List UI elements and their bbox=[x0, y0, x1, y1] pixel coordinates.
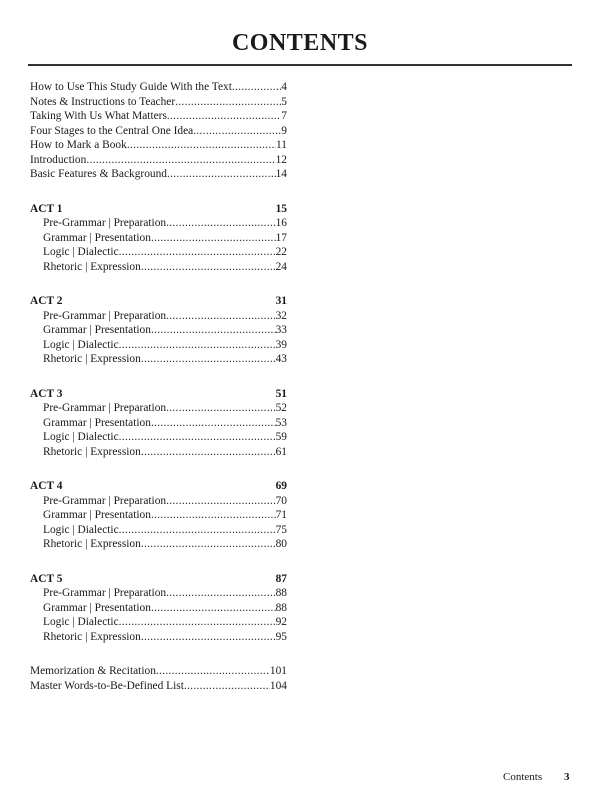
toc-subentry-page: 32 bbox=[275, 309, 287, 322]
footer-page-number: 3 bbox=[564, 771, 570, 783]
toc-entry-label: Four Stages to the Central One Idea bbox=[30, 124, 194, 137]
page-title: CONTENTS bbox=[231, 30, 369, 56]
act-title: ACT 4 bbox=[30, 480, 63, 492]
dot-leader bbox=[167, 109, 281, 124]
toc-entry[interactable] bbox=[30, 679, 287, 694]
toc-subentry-page: 92 bbox=[275, 616, 287, 628]
toc-entry-label: Master Words-to-Be-Defined List bbox=[30, 679, 184, 692]
toc-entry-label: How to Use This Study Guide With the Text bbox=[30, 81, 232, 93]
dot-leader bbox=[175, 95, 281, 110]
dot-leader bbox=[141, 260, 276, 275]
toc-subentry[interactable] bbox=[30, 615, 287, 630]
act-title: ACT 1 bbox=[30, 202, 63, 215]
spacer bbox=[30, 367, 287, 387]
toc-entry[interactable] bbox=[30, 153, 287, 168]
spacer bbox=[30, 459, 287, 479]
dot-leader bbox=[193, 124, 281, 139]
dot-leader bbox=[151, 231, 276, 246]
act-title: ACT 2 bbox=[30, 295, 63, 307]
dot-leader bbox=[167, 167, 276, 182]
toc-entry-label: How to Mark a Book bbox=[30, 139, 127, 151]
toc-entry[interactable] bbox=[30, 124, 287, 139]
toc-subentry[interactable] bbox=[30, 216, 287, 231]
toc-subentry[interactable] bbox=[30, 352, 287, 367]
toc-subentry-label: Pre-Grammar | Preparation bbox=[43, 587, 167, 599]
toc-subentry-label: Pre-Grammar | Preparation bbox=[43, 494, 167, 507]
toc-subentry-page: 33 bbox=[275, 324, 287, 336]
toc-subentry-label: Pre-Grammar | Preparation bbox=[43, 402, 167, 414]
toc-subentry-label: Rhetoric | Expression bbox=[43, 538, 141, 550]
toc-subentry-label: Grammar | Presentation bbox=[43, 231, 151, 244]
table-of-contents bbox=[30, 80, 287, 693]
toc-subentry[interactable] bbox=[30, 338, 287, 353]
toc-subentry-label: Grammar | Presentation bbox=[43, 324, 151, 336]
footer-section-name: Contents bbox=[503, 771, 543, 783]
toc-subentry-page: 88 bbox=[275, 601, 287, 614]
act-heading[interactable] bbox=[30, 479, 287, 494]
toc-entry-label: Memorization & Recitation bbox=[30, 665, 156, 677]
toc-subentry[interactable] bbox=[30, 586, 287, 601]
toc-entry-page: 4 bbox=[281, 81, 287, 93]
spacer bbox=[30, 274, 287, 294]
toc-subentry-label: Pre-Grammar | Preparation bbox=[43, 217, 167, 229]
dot-leader bbox=[184, 679, 270, 694]
toc-entry[interactable] bbox=[30, 138, 287, 153]
act-page: 31 bbox=[275, 295, 287, 307]
toc-subentry[interactable] bbox=[30, 523, 287, 538]
toc-subentry[interactable] bbox=[30, 601, 287, 616]
toc-subentry[interactable] bbox=[30, 401, 287, 416]
toc-entry-page: 104 bbox=[269, 679, 287, 692]
act-heading[interactable] bbox=[30, 387, 287, 402]
toc-subentry-label: Logic | Dialectic bbox=[43, 616, 119, 628]
dot-leader bbox=[151, 416, 276, 431]
toc-subentry-page: 43 bbox=[275, 353, 287, 365]
dot-leader bbox=[86, 153, 275, 168]
toc-entry-label: Taking With Us What Matters bbox=[30, 110, 167, 122]
toc-entry-label: Basic Features & Background bbox=[30, 168, 167, 180]
dot-leader bbox=[151, 508, 276, 523]
toc-subentry-page: 53 bbox=[275, 416, 287, 429]
dot-leader bbox=[119, 245, 276, 260]
dot-leader bbox=[119, 338, 276, 353]
toc-subentry-page: 39 bbox=[275, 338, 287, 351]
toc-subentry[interactable] bbox=[30, 508, 287, 523]
toc-subentry-label: Logic | Dialectic bbox=[43, 246, 119, 258]
toc-subentry[interactable] bbox=[30, 231, 287, 246]
toc-subentry-page: 88 bbox=[275, 587, 287, 599]
spacer bbox=[30, 644, 287, 664]
toc-entry[interactable] bbox=[30, 664, 287, 679]
toc-subentry[interactable] bbox=[30, 445, 287, 460]
toc-subentry-label: Pre-Grammar | Preparation bbox=[43, 309, 167, 322]
toc-subentry[interactable] bbox=[30, 430, 287, 445]
act-page: 69 bbox=[275, 480, 287, 492]
toc-subentry[interactable] bbox=[30, 494, 287, 509]
toc-subentry[interactable] bbox=[30, 630, 287, 645]
toc-subentry-label: Grammar | Presentation bbox=[43, 509, 151, 521]
toc-subentry[interactable] bbox=[30, 309, 287, 324]
dot-leader bbox=[151, 323, 276, 338]
dot-leader bbox=[119, 615, 276, 630]
dot-leader bbox=[166, 586, 276, 601]
toc-subentry-label: Rhetoric | Expression bbox=[43, 630, 141, 643]
toc-subentry-label: Rhetoric | Expression bbox=[43, 260, 141, 273]
toc-subentry-page: 24 bbox=[275, 260, 287, 273]
act-heading[interactable] bbox=[30, 202, 287, 217]
toc-subentry[interactable] bbox=[30, 537, 287, 552]
dot-leader bbox=[141, 445, 276, 460]
dot-leader bbox=[166, 216, 276, 231]
toc-subentry[interactable] bbox=[30, 416, 287, 431]
spacer bbox=[30, 552, 287, 572]
spacer bbox=[30, 182, 287, 202]
toc-subentry-label: Logic | Dialectic bbox=[43, 523, 119, 536]
toc-subentry-label: Logic | Dialectic bbox=[43, 338, 119, 351]
act-page: 87 bbox=[275, 572, 287, 585]
act-title: ACT 5 bbox=[30, 572, 63, 585]
act-heading[interactable] bbox=[30, 572, 287, 587]
dot-leader bbox=[232, 80, 281, 95]
act-page: 51 bbox=[275, 387, 287, 400]
toc-entry-label: Introduction bbox=[30, 153, 87, 166]
toc-subentry[interactable] bbox=[30, 260, 287, 275]
toc-subentry-label: Grammar | Presentation bbox=[43, 416, 151, 429]
dot-leader bbox=[151, 601, 276, 616]
dot-leader bbox=[141, 630, 276, 645]
toc-subentry-page: 70 bbox=[275, 494, 287, 507]
toc-entry-label: Notes & Instructions to Teacher bbox=[30, 95, 176, 108]
act-page: 15 bbox=[275, 202, 287, 215]
title-rule bbox=[28, 64, 572, 66]
act-title: ACT 3 bbox=[30, 387, 63, 400]
toc-entry-page: 7 bbox=[281, 110, 287, 122]
toc-entry-page: 11 bbox=[276, 139, 287, 151]
dot-leader bbox=[166, 494, 276, 509]
toc-entry[interactable] bbox=[30, 80, 287, 95]
dot-leader bbox=[141, 352, 276, 367]
dot-leader bbox=[166, 309, 276, 324]
toc-entry-page: 5 bbox=[281, 95, 287, 108]
toc-subentry-page: 80 bbox=[275, 538, 287, 550]
toc-subentry-label: Rhetoric | Expression bbox=[43, 445, 141, 458]
dot-leader bbox=[119, 523, 276, 538]
toc-subentry-page: 17 bbox=[275, 231, 287, 244]
toc-subentry-page: 52 bbox=[275, 402, 287, 414]
toc-entry[interactable] bbox=[30, 95, 287, 110]
toc-entry-page: 101 bbox=[269, 665, 287, 677]
act-heading[interactable] bbox=[30, 294, 287, 309]
toc-entry[interactable] bbox=[30, 167, 287, 182]
toc-subentry-page: 22 bbox=[275, 246, 287, 258]
toc-subentry[interactable] bbox=[30, 245, 287, 260]
toc-subentry-page: 16 bbox=[275, 217, 287, 229]
toc-subentry-page: 95 bbox=[275, 630, 287, 643]
dot-leader bbox=[127, 138, 276, 153]
toc-subentry-label: Logic | Dialectic bbox=[43, 431, 119, 443]
dot-leader bbox=[166, 401, 276, 416]
dot-leader bbox=[156, 664, 270, 679]
toc-subentry-page: 75 bbox=[275, 523, 287, 536]
dot-leader bbox=[141, 537, 276, 552]
dot-leader bbox=[119, 430, 276, 445]
toc-subentry-page: 59 bbox=[275, 431, 287, 443]
toc-entry-page: 14 bbox=[275, 168, 287, 180]
toc-subentry-label: Grammar | Presentation bbox=[43, 601, 151, 614]
toc-entry[interactable] bbox=[30, 109, 287, 124]
toc-subentry-page: 71 bbox=[275, 509, 287, 521]
toc-entry-page: 12 bbox=[275, 153, 287, 166]
toc-subentry-label: Rhetoric | Expression bbox=[43, 353, 141, 365]
toc-entry-page: 9 bbox=[281, 124, 287, 137]
toc-subentry[interactable] bbox=[30, 323, 287, 338]
toc-subentry-page: 61 bbox=[275, 445, 287, 458]
